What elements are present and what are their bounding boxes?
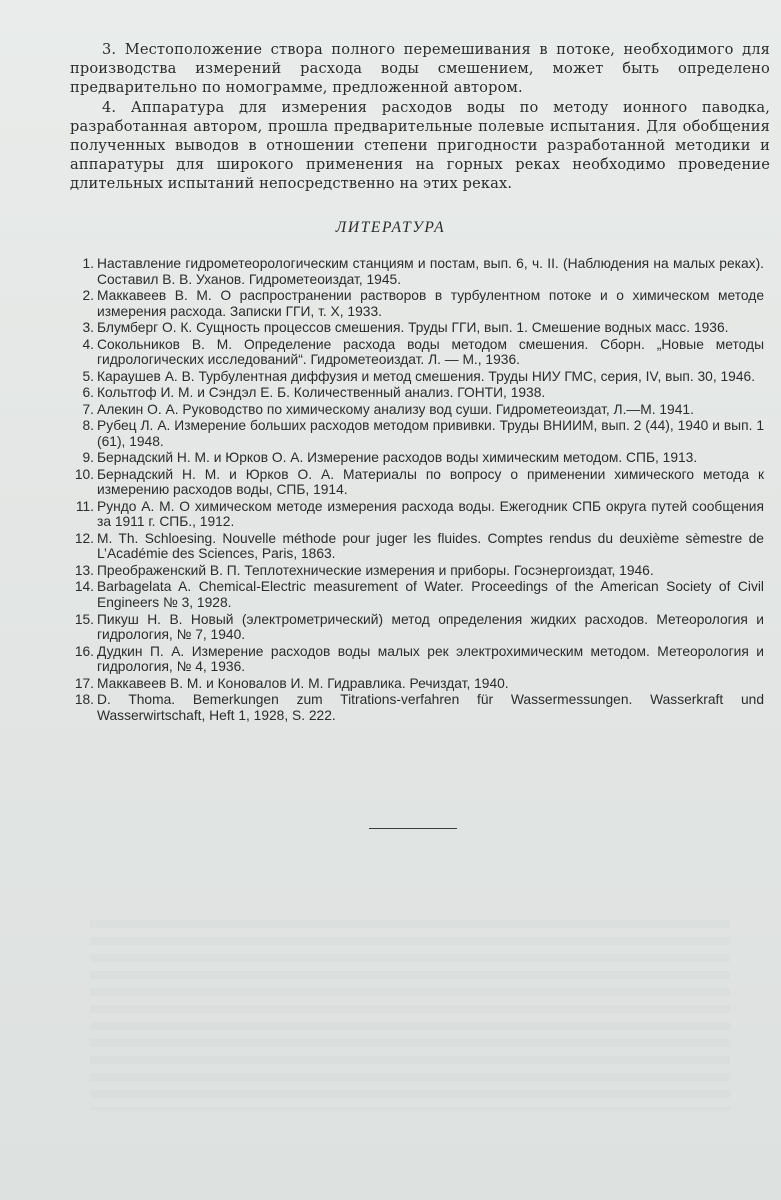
reference-number: 6. — [82, 385, 94, 401]
reference-text: Рундо А. М. О химическом методе измерения расхода воды. Ежегодник СПБ округа путей сообщения за 1911 г. СПБ., 1912. — [97, 498, 764, 530]
reference-number: 11. — [75, 498, 94, 514]
reference-item — [72, 385, 764, 401]
conclusions-text — [70, 40, 770, 194]
reference-text: Маккавеев В. М. и Коновалов И. М. Гидравлика. Речиздат, 1940. — [97, 675, 509, 691]
reference-item — [72, 676, 764, 692]
reference-number: 2. — [82, 288, 94, 304]
reference-text: Barbagelata A. Chemical-Electric measurement of Water. Proceedings of the American Society of Civil Engineers № 3, 1928. — [97, 579, 764, 611]
show-through-texture — [90, 920, 730, 1110]
reference-number: 13. — [74, 562, 94, 578]
reference-text: Бернадский Н. М. и Юрков О. А. Материалы по вопросу о применении химического метода к измерению расходов воды, СПБ, 1914. — [97, 466, 764, 498]
paragraph: 3. Местоположение створа полного перемешивания в потоке, необходимого для производства измерений расхода воды смешением, может быть определено предварительно по номограмме, предложенной автором. — [70, 41, 770, 97]
reference-item — [72, 288, 764, 319]
reference-number: 12. — [74, 530, 94, 546]
reference-number: 7. — [82, 401, 94, 417]
reference-item — [72, 402, 764, 418]
reference-item — [72, 450, 764, 466]
reference-item — [72, 418, 764, 449]
reference-text: Караушев А. В. Турбулентная диффузия и метод смешения. Труды НИУ ГМС, серия, IV, вып. 30, 1946. — [97, 368, 756, 384]
reference-number: 1. — [82, 256, 94, 271]
reference-number: 5. — [82, 368, 94, 384]
reference-item — [72, 579, 764, 610]
reference-text: Маккавеев В. М. О распространении растворов в турбулентном потоке и о химическом методе измерения расхода. Записки ГГИ, т. X, 1933. — [97, 288, 764, 319]
reference-text: Дудкин П. А. Измерение расходов воды малых рек электрохимическим методом. Метеорология и гидрология, № 4, 1936. — [97, 643, 764, 675]
reference-item — [72, 692, 764, 723]
reference-text: Сокольников В. М. Определение расхода воды методом смешения. Сборн. „Новые методы гидрологических исследований“. Гидрометеоиздат. Л. — М., 1936. — [97, 336, 764, 368]
reference-number: 18. — [74, 692, 94, 708]
reference-text: Алекин О. А. Руководство по химическому анализу вод суши. Гидрометеоиздат, Л.—М. 1941. — [97, 401, 694, 417]
reference-number: 10. — [74, 466, 94, 482]
reference-text: Рубец Л. А. Измерение больших расходов методом прививки. Труды ВНИИМ, вып. 2 (44), 1940 и вып. 1 (61), 1948. — [97, 418, 764, 449]
reference-number: 14. — [74, 579, 94, 595]
reference-item — [72, 499, 764, 530]
reference-number: 16. — [74, 643, 94, 659]
reference-number: 3. — [82, 320, 94, 336]
literature-heading: ЛИТЕРАТУРА — [335, 219, 446, 236]
reference-item — [72, 467, 764, 498]
reference-number: 15. — [74, 611, 94, 627]
reference-text: Блумберг О. К. Сущность процессов смешения. Труды ГГИ, вып. 1. Смешение водных масс. 1936. — [97, 320, 729, 336]
reference-item — [72, 320, 764, 336]
reference-number: 9. — [82, 450, 94, 466]
reference-item — [72, 612, 764, 643]
reference-item — [72, 644, 764, 675]
reference-item — [72, 337, 764, 368]
reference-text: M. Th. Schloesing. Nouvelle méthode pour juger les fluides. Comptes rendus du deuxième sèmestre de L’Académie des Sciences, Paris, 1863. — [97, 530, 764, 562]
reference-item — [72, 256, 764, 287]
reference-text: Наставление гидрометеорологическим станциям и постам, вып. 6, ч. II. (Наблюдения на малых реках). Составил В. В. Уханов. Гидрометеоиздат, 1945. — [97, 256, 764, 287]
reference-text: D. Thoma. Bemerkungen zum Titrations-verfahren für Wassermessungen. Wasserkraft und Wasserwirtschaft, Heft 1, 1928, S. 222. — [97, 692, 764, 723]
reference-item — [72, 531, 764, 562]
reference-item — [72, 369, 764, 385]
reference-list — [72, 256, 764, 724]
paragraph: 4. Аппаратура для измерения расходов воды по методу ионного паводка, разработанная автором, прошла предварительные полевые испытания. Для обобщения полученных выводов в отношении степени пригодности разработанной методики и аппаратуры для широкого применения на горных реках необходимо проведение длительных испытаний непосредственно на этих реках. — [70, 98, 770, 193]
reference-item — [72, 563, 764, 579]
reference-text: Преображенский В. П. Теплотехнические измерения и приборы. Госэнергоиздат, 1946. — [97, 562, 654, 578]
reference-number: 17. — [74, 675, 94, 691]
reference-number: 4. — [82, 336, 94, 352]
reference-text: Бернадский Н. М. и Юрков О. А. Измерение расходов воды химическим методом. СПБ, 1913. — [97, 450, 698, 466]
reference-number: 8. — [82, 418, 94, 434]
end-divider — [369, 828, 457, 829]
reference-text: Пикуш Н. В. Новый (электрометрический) метод определения жидких расходов. Метеорология и гидрология, № 7, 1940. — [97, 611, 764, 643]
reference-text: Кольтгоф И. М. и Сэндэл Е. Б. Количественный анализ. ГОНТИ, 1938. — [97, 385, 546, 401]
